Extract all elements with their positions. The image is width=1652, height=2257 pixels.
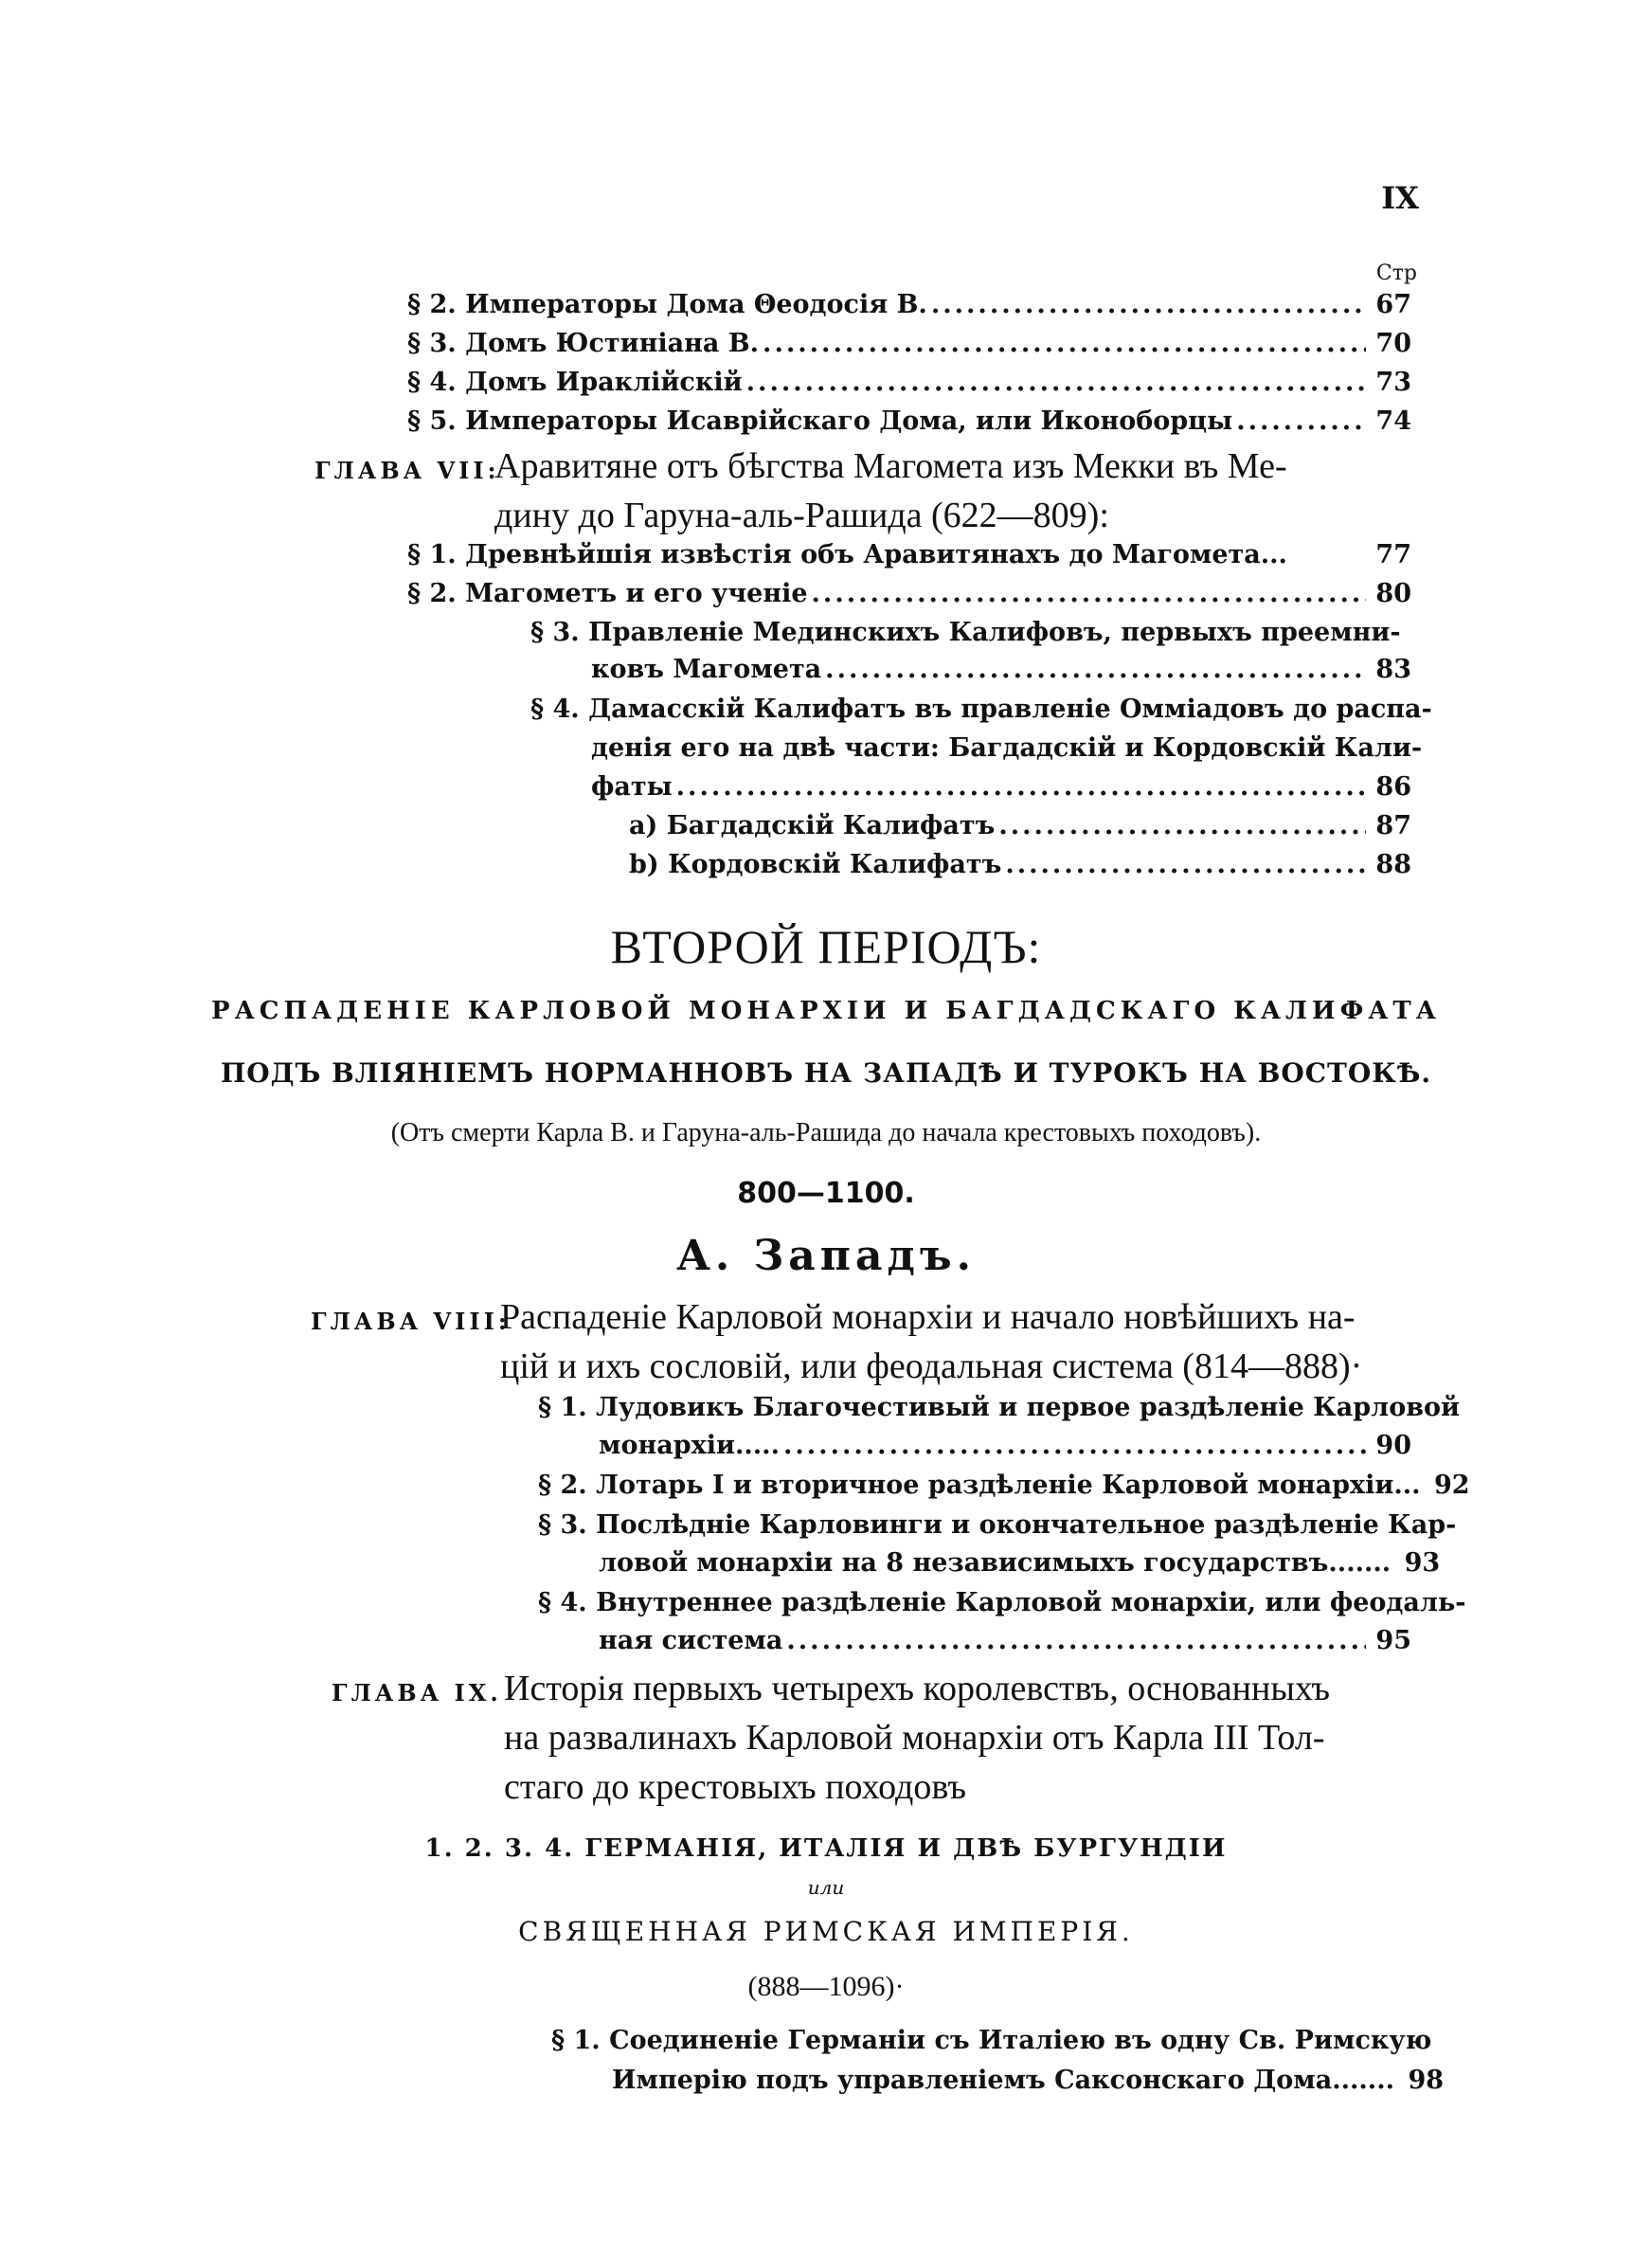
chapter-label: ГЛАВА VIII: [311,1308,511,1335]
period-years: 800—1100. [737,1177,915,1210]
section-title: Древнѣйшія извѣстія объ Аравитянахъ до Магомета... [465,540,1287,569]
subheading-or: или [807,1876,845,1899]
subsection-letter: b) [629,850,659,879]
chapter-title-line: Аравитяне отъ бѣгства Магомета изъ Мекки въ Ме- [494,446,1287,486]
section-title: Лотарь I и вторичное раздѣленіе Карловой монархіи... [596,1471,1421,1500]
section-title: Домъ Ираклійскій [465,368,743,397]
leader-dots [786,1626,1366,1655]
section-title-continued: ная система [599,1626,783,1655]
section-number: § 3. [538,1510,587,1540]
section-title-continued: монархіи..... [599,1431,780,1460]
page-number: IX [1381,180,1419,216]
section-number: § 2. [407,290,457,319]
section-number: § 1. [407,540,457,569]
section-number: § 3. [407,329,457,358]
section-title-line [551,2026,1431,2055]
toc-entry [407,368,1411,397]
chapter-title-line: Исторія первыхъ четырехъ королевствъ, основанныхъ [504,1669,1331,1708]
chapter-title-line: цій и ихъ сословій, или феодальная система (814—888)· [500,1346,1363,1386]
subsection-letter: a) [629,811,658,840]
section-title: Внутреннее раздѣленіе Карловой монархіи, или феодаль- [596,1588,1466,1617]
section-title: Домъ Юстиніана В. [465,329,760,358]
part-heading: А. Западъ. [676,1232,976,1280]
chapter-title-line: стаго до крестовыхъ походовъ [504,1767,967,1807]
section-title-continued: Имперію подъ управленіемъ Саксонскаго Дома....... [612,2066,1395,2095]
subheading: 1. 2. 3. 4. ГЕРМАНІЯ, ИТАЛІЯ И ДВѢ БУРГУНДІИ [424,1834,1228,1863]
toc-entry [612,2066,1445,2095]
period-subtitle: ПОДЪ ВЛІЯНІЕМЪ НОРМАННОВЪ НА ЗАПАДѢ И ТУРОКЪ НА ВОСТОКѢ. [220,1057,1432,1089]
section-number: § 3. [530,618,580,647]
subheading-years: (888—1096)· [747,1971,905,2002]
toc-entry [599,1626,1411,1655]
leader-dots [825,655,1366,684]
toc-entry [407,540,1411,569]
page-ref: 86 [1375,772,1411,802]
leader-dots [746,368,1366,397]
leader-dots [1236,406,1366,436]
subsection-title: Багдадскій Калифатъ [666,811,996,840]
page-ref: 95 [1375,1626,1411,1655]
section-number: § 4. [407,368,457,397]
section-title-line [530,695,1432,724]
toc-entry [407,406,1411,436]
section-number: § 2. [407,579,457,608]
period-note: (Отъ смерти Карла В. и Гаруна-аль-Рашида до начала крестовыхъ походовъ). [390,1118,1262,1147]
leader-dots [783,1431,1366,1460]
toc-entry [591,655,1411,684]
toc-entry [599,1431,1411,1460]
section-number: § 4. [530,695,580,724]
section-title: Правленіе Мединскихъ Калифовъ, первыхъ преемни- [588,618,1401,647]
section-number: § 2. [538,1471,587,1500]
section-title-line [538,1510,1456,1540]
page-ref: 83 [1375,655,1411,684]
page-ref: 74 [1375,406,1411,436]
section-title: Послѣдніе Карловинги и окончательное раздѣленіе Кар- [596,1510,1457,1540]
leader-dots [812,579,1366,608]
section-title: Дамасскій Калифатъ въ правленіе Оммiадовъ до распа- [588,695,1432,724]
chapter-label: ГЛАВА VII: [314,457,500,484]
period-subtitle: РАСПАДЕНІЕ КАРЛОВОЙ МОНАРХІИ И БАГДАДСКАГО КАЛИФАТА [211,997,1441,1025]
period-title: ВТОРОЙ ПЕРІОДЪ: [610,920,1042,973]
section-title: Лудовикъ Благочестивый и первое раздѣленіе Карловой [596,1393,1460,1422]
leader-dots [763,329,1366,358]
toc-entry [407,329,1411,358]
chapter-title-line: на развалинахъ Карловой монархіи отъ Карла III Тол- [504,1718,1325,1758]
subsection-title: Кордовскій Калифатъ [668,850,1002,879]
page-ref: 87 [1375,811,1411,840]
section-title: Императоры Исаврійскаго Дома, или Иконоборцы [465,406,1233,436]
page-ref: 77 [1375,540,1411,569]
section-title: Магометъ и его ученіе [465,579,808,608]
chapter-title-line: Распаденіе Карловой монархіи и начало новѣйшихъ на- [500,1297,1356,1337]
page-ref: 98 [1408,2066,1445,2095]
chapter-label: ГЛАВА IX. [332,1679,502,1706]
leader-dots [676,772,1366,802]
section-title-continued: фаты [591,772,673,802]
toc-entry [629,850,1411,879]
section-title-continued: ловой монархіи на 8 независимыхъ государствъ....... [599,1548,1392,1578]
page-ref: 90 [1375,1431,1411,1460]
toc-entry [591,772,1411,802]
page-ref: 80 [1375,579,1411,608]
toc-entry [407,579,1411,608]
section-number: § 1. [551,2026,601,2055]
page-ref: 70 [1375,329,1411,358]
section-number: § 5. [407,406,457,436]
section-title-line [538,1588,1466,1617]
page-ref: 88 [1375,850,1411,879]
section-title: Соединеніе Германіи съ Италіею въ одну Св. Римскую [609,2026,1432,2055]
toc-entry [629,811,1411,840]
leader-dots [1005,850,1366,879]
section-title-continued: денія его на двѣ части: Багдадскій и Кордовскій Кали- [591,733,1423,763]
toc-entry [599,1548,1441,1578]
page-column-header: Стр [1375,262,1417,285]
section-number: § 1. [538,1393,587,1422]
section-title-line [530,618,1401,647]
section-title-line [538,1393,1460,1422]
section-number: § 4. [538,1588,587,1617]
page-ref: 93 [1404,1548,1441,1578]
toc-entry [538,1471,1470,1500]
leader-dots [998,811,1366,840]
leader-dots [931,290,1366,319]
page-ref: 73 [1375,368,1411,397]
subheading: СВЯЩЕННАЯ РИМСКАЯ ИМПЕРІЯ. [518,1916,1134,1947]
toc-entry [407,290,1411,319]
page-ref: 67 [1375,290,1411,319]
section-title: Императоры Дома Θеодосія В. [465,290,927,319]
chapter-title-line: дину до Гаруна-аль-Рашида (622—809): [494,496,1109,535]
section-title-continued: ковъ Магомета [591,655,822,684]
page-ref: 92 [1433,1471,1470,1500]
